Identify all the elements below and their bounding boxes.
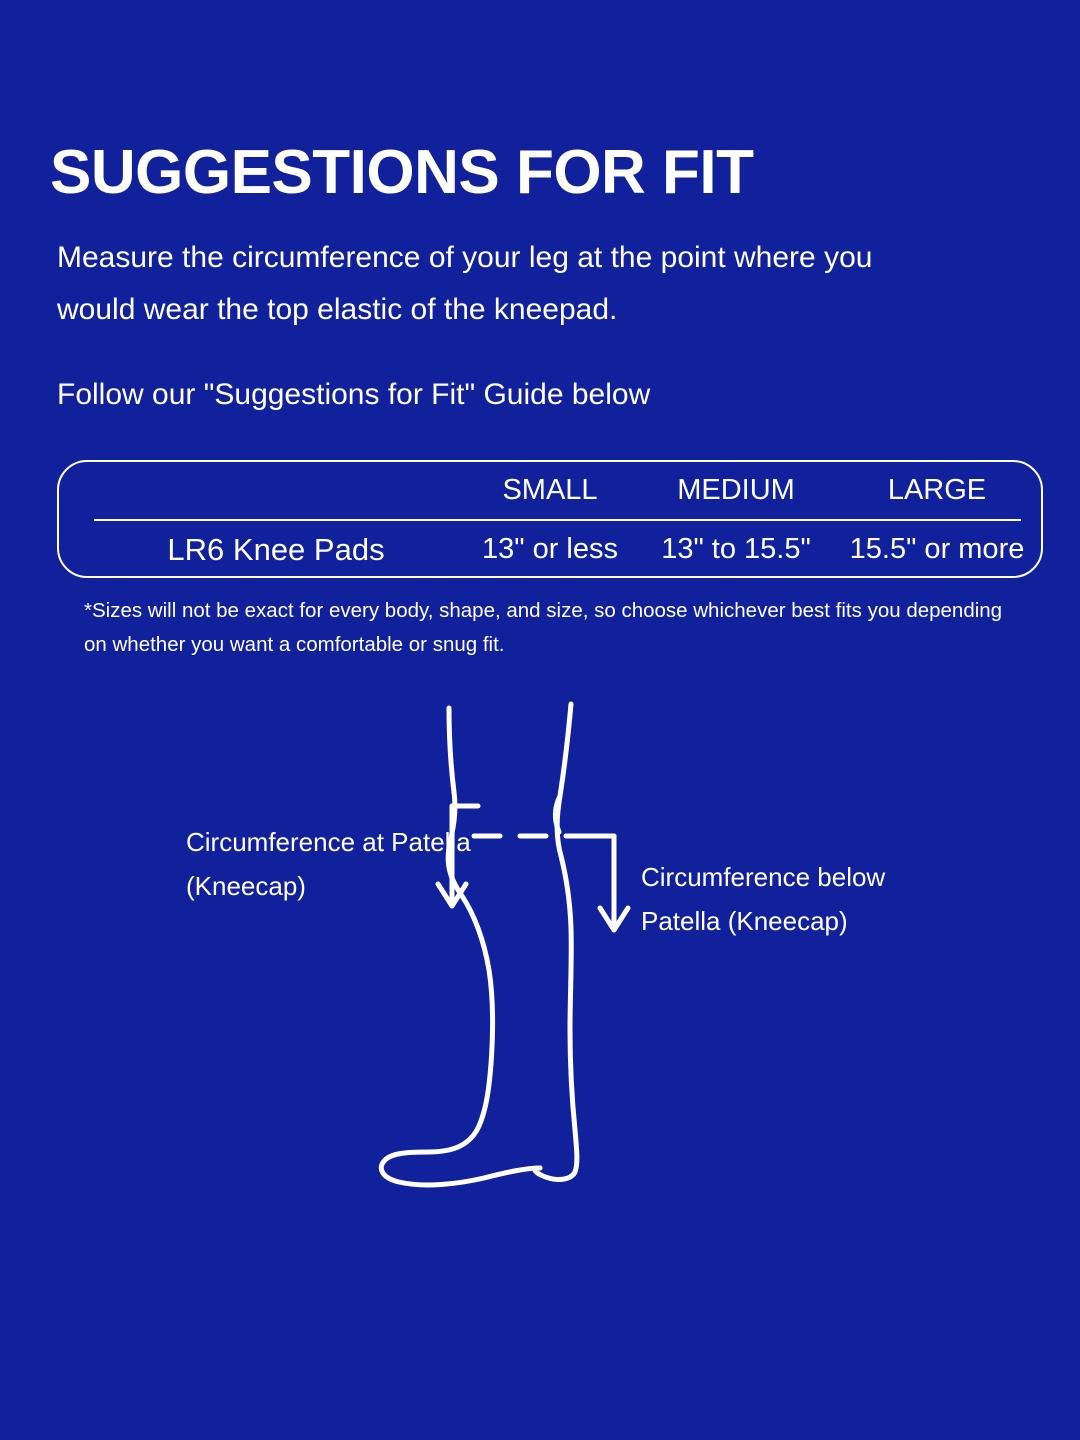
table-cell-medium: 13" to 15.5"	[661, 533, 811, 565]
table-cell-small: 13" or less	[481, 533, 619, 565]
table-cell-large: 15.5" or more	[849, 533, 1025, 565]
table-header-large: LARGE	[887, 474, 987, 506]
table-row-label: LR6 Knee Pads	[167, 531, 385, 567]
right-measure-label: Circumference below Patella (Kneecap)	[641, 862, 886, 937]
size-table	[57, 460, 1043, 578]
follow-guide-line: Follow our "Suggestions for Fit" Guide below	[57, 378, 651, 411]
page-title: SUGGESTIONS FOR FIT	[50, 138, 754, 207]
table-header-medium: MEDIUM	[677, 474, 795, 506]
sizing-footnote: *Sizes will not be exact for every body, shape, and size, so choose whichever best fits you depending on whether you want a comfortable or snug fit.	[84, 599, 1003, 656]
left-measure-label: Circumference at Patella (Kneecap)	[186, 827, 471, 902]
intro-paragraph: Measure the circumference of your leg at the point where you would wear the top elastic of the kneepad.	[57, 241, 873, 326]
table-header-small: SMALL	[502, 474, 598, 506]
